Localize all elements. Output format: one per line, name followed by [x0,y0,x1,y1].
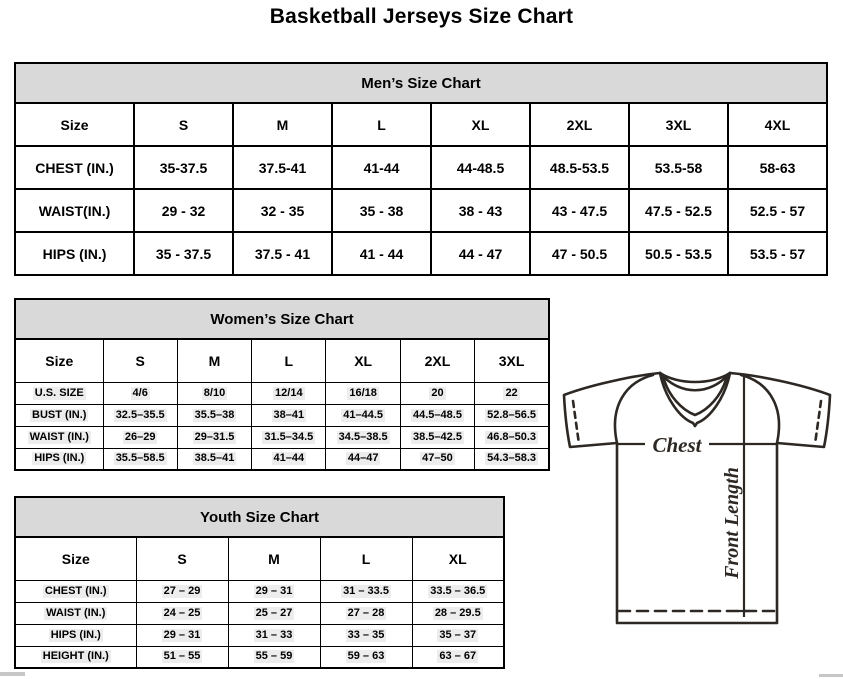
cell-text: 35.5–38 [194,408,235,421]
column-header: 2XL [530,103,629,146]
row-label [15,146,134,189]
cell-text: 24 – 25 [163,606,201,619]
size-value-cell [252,426,326,448]
cell-text: 28 – 29.5 [434,606,481,619]
header-row [15,339,549,382]
table-row [15,404,549,426]
size-value-cell [412,602,504,624]
cell-text: 29 - 32 [161,202,206,219]
front-length-label: Front Length [721,467,743,579]
size-value-cell [136,624,228,646]
size-value-cell [103,448,177,470]
mens-chart-title: Men’s Size Chart [14,62,828,102]
cell-text: 29–31.5 [194,430,235,443]
size-value-cell [103,426,177,448]
youth-chart-title: Youth Size Chart [14,496,505,536]
size-value-cell [228,646,320,668]
cell-text: 38.5–41 [194,452,235,465]
cell-text: 4/6 [132,386,148,399]
cell-text: 44-48.5 [456,159,505,176]
page-title: Basketball Jerseys Size Chart [269,5,574,28]
row-label [15,646,136,668]
row-label [15,426,103,448]
column-header: L [332,103,431,146]
size-value-cell [228,624,320,646]
size-value-cell [412,624,504,646]
cell-text: 29 – 31 [255,584,293,597]
size-value-cell [326,448,400,470]
cell-text: 41–44.5 [343,408,384,421]
cell-text: 22 [505,386,518,399]
cell-text: 54.3–58.3 [487,452,537,465]
size-value-cell [103,382,177,404]
size-value-cell [475,382,549,404]
size-value-cell [728,232,827,275]
sleeve-seam-left [615,375,653,443]
cell-text: 55 – 59 [255,650,293,663]
cell-text: 59 – 63 [347,650,385,663]
size-value-cell [475,404,549,426]
column-header: XL [431,103,530,146]
size-value-cell [233,232,332,275]
size-value-cell [134,232,233,275]
size-value-cell [412,580,504,602]
cell-text: 47.5 - 52.5 [645,202,712,219]
cell-text: 35 - 38 [359,202,404,219]
cell-text: 29 – 31 [163,628,201,641]
size-value-cell [136,646,228,668]
size-value-cell [400,426,474,448]
cell-text: CHEST (IN.) [44,584,107,597]
size-value-cell [233,146,332,189]
size-value-cell [252,448,326,470]
row-label [15,580,136,602]
cell-text: 35.5–58.5 [115,452,165,465]
cell-text: 52.8–56.5 [487,408,537,421]
cell-text: 12/14 [275,386,303,399]
column-header: L [320,537,412,580]
cell-text: 33 – 35 [347,628,385,641]
size-value-cell [530,232,629,275]
cell-text: 31.5–34.5 [264,430,314,443]
cell-text: 63 – 67 [439,650,477,663]
cell-text: WAIST (IN.) [46,606,106,619]
column-header: M [177,339,251,382]
column-header: L [252,339,326,382]
column-header: Size [15,103,134,146]
size-value-cell [728,146,827,189]
cell-text: 44–47 [347,452,379,465]
size-value-cell [326,404,400,426]
table-row [15,426,549,448]
size-value-cell [431,232,530,275]
cell-text: 25 – 27 [255,606,293,619]
row-label [15,189,134,232]
size-value-cell [475,448,549,470]
cell-text: 31 – 33 [255,628,293,641]
cell-text: 44.5–48.5 [413,408,462,421]
cell-text: HEIGHT (IN.) [42,650,109,663]
row-label [15,232,134,275]
cell-text: 38.5–42.5 [413,430,462,443]
mens-size-chart [14,62,828,276]
column-header: M [233,103,332,146]
cell-text: 34.5–38.5 [338,430,388,443]
cell-text: 35 - 37.5 [155,245,212,262]
table-row [15,646,504,668]
cell-text: 35 – 37 [439,628,477,641]
column-header: XL [326,339,400,382]
jersey-outline [564,373,830,623]
cell-text: CHEST (IN.) [35,159,114,176]
table-row [15,189,827,232]
size-value-cell [177,448,251,470]
size-value-cell [530,189,629,232]
cell-text: 32.5–35.5 [115,408,165,421]
table-row [15,448,549,470]
cell-text: 53.5 - 57 [749,245,806,262]
scrollbar-fragment-left [0,672,25,676]
size-value-cell [134,189,233,232]
size-value-cell [320,602,412,624]
size-value-cell [177,426,251,448]
youth-size-table [14,536,505,669]
size-value-cell [412,646,504,668]
sleeve-stitch-left [573,401,579,444]
size-value-cell [228,580,320,602]
size-value-cell [233,189,332,232]
size-value-cell [400,382,474,404]
cell-text: 26–29 [124,430,156,443]
cell-text: 32 - 35 [260,202,305,219]
youth-size-chart [14,496,505,669]
table-row [15,382,549,404]
header-row [15,103,827,146]
column-header: Size [15,339,103,382]
table-row [15,602,504,624]
mens-size-table [14,102,828,276]
size-value-cell [431,189,530,232]
size-value-cell [400,404,474,426]
cell-text: WAIST(IN.) [38,202,111,219]
header-row [15,537,504,580]
column-header: XL [412,537,504,580]
column-header: 3XL [475,339,549,382]
chest-label: Chest [652,433,702,457]
womens-size-chart [14,298,550,471]
cell-text: 41-44 [363,159,400,176]
row-label [15,624,136,646]
table-row [15,232,827,275]
sleeve-stitch-right [815,401,821,444]
cell-text: HIPS (IN.) [34,452,85,465]
size-value-cell [320,646,412,668]
cell-text: 47 - 50.5 [551,245,608,262]
size-value-cell [400,448,474,470]
column-header: S [136,537,228,580]
size-value-cell [103,404,177,426]
cell-text: 48.5-53.5 [549,159,610,176]
size-value-cell [530,146,629,189]
cell-text: 50.5 - 53.5 [645,245,712,262]
sleeve-seam-right [741,375,779,443]
cell-text: 33.5 – 36.5 [430,584,486,597]
column-header: S [103,339,177,382]
cell-text: 27 – 28 [347,606,385,619]
row-label [15,448,103,470]
column-header: 2XL [400,339,474,382]
table-row [15,580,504,602]
cell-text: BUST (IN.) [32,408,87,421]
size-value-cell [252,382,326,404]
size-value-cell [177,382,251,404]
cell-text: 51 – 55 [163,650,201,663]
cell-text: 41 - 44 [359,245,404,262]
womens-size-table [14,338,550,471]
cell-text: 8/10 [203,386,226,399]
cell-text: 58-63 [759,159,796,176]
cell-text: 20 [431,386,444,399]
cell-text: 53.5-58 [654,159,703,176]
womens-chart-title: Women’s Size Chart [14,298,550,338]
size-value-cell [136,602,228,624]
size-value-cell [332,232,431,275]
cell-text: 52.5 - 57 [749,202,806,219]
cell-text: 27 – 29 [163,584,201,597]
jersey-measurement-diagram [553,358,843,630]
size-value-cell [177,404,251,426]
size-value-cell [629,146,728,189]
row-label [15,382,103,404]
collar-arc-outer [660,373,730,382]
row-label [15,602,136,624]
size-value-cell [320,624,412,646]
size-value-cell [332,146,431,189]
size-value-cell [228,602,320,624]
size-value-cell [728,189,827,232]
size-value-cell [252,404,326,426]
cell-text: HIPS (IN.) [50,628,101,641]
scrollbar-fragment-right [819,674,843,677]
cell-text: U.S. SIZE [34,386,84,399]
column-header: 3XL [629,103,728,146]
cell-text: 43 - 47.5 [551,202,608,219]
cell-text: 46.8–50.3 [487,430,537,443]
size-value-cell [332,189,431,232]
cell-text: 38 - 43 [458,202,503,219]
row-label [15,404,103,426]
size-value-cell [320,580,412,602]
cell-text: 41–44 [273,452,305,465]
size-value-cell [134,146,233,189]
cell-text: 31 – 33.5 [343,584,389,597]
cell-text: 37.5-41 [258,159,307,176]
size-value-cell [326,426,400,448]
cell-text: 35-37.5 [159,159,208,176]
column-header: M [228,537,320,580]
cell-text: 16/18 [349,386,377,399]
cell-text: 44 - 47 [458,245,503,262]
cell-text: HIPS (IN.) [42,245,107,262]
size-value-cell [629,189,728,232]
column-header: Size [15,537,136,580]
size-value-cell [431,146,530,189]
size-value-cell [326,382,400,404]
cell-text: WAIST (IN.) [29,430,89,443]
table-row [15,624,504,646]
size-value-cell [136,580,228,602]
table-row [15,146,827,189]
size-value-cell [475,426,549,448]
size-value-cell [629,232,728,275]
column-header: S [134,103,233,146]
cell-text: 38–41 [273,408,305,421]
cell-text: 47–50 [422,452,453,465]
cell-text: 37.5 - 41 [254,245,311,262]
column-header: 4XL [728,103,827,146]
jersey-diagram-svg [553,358,843,630]
